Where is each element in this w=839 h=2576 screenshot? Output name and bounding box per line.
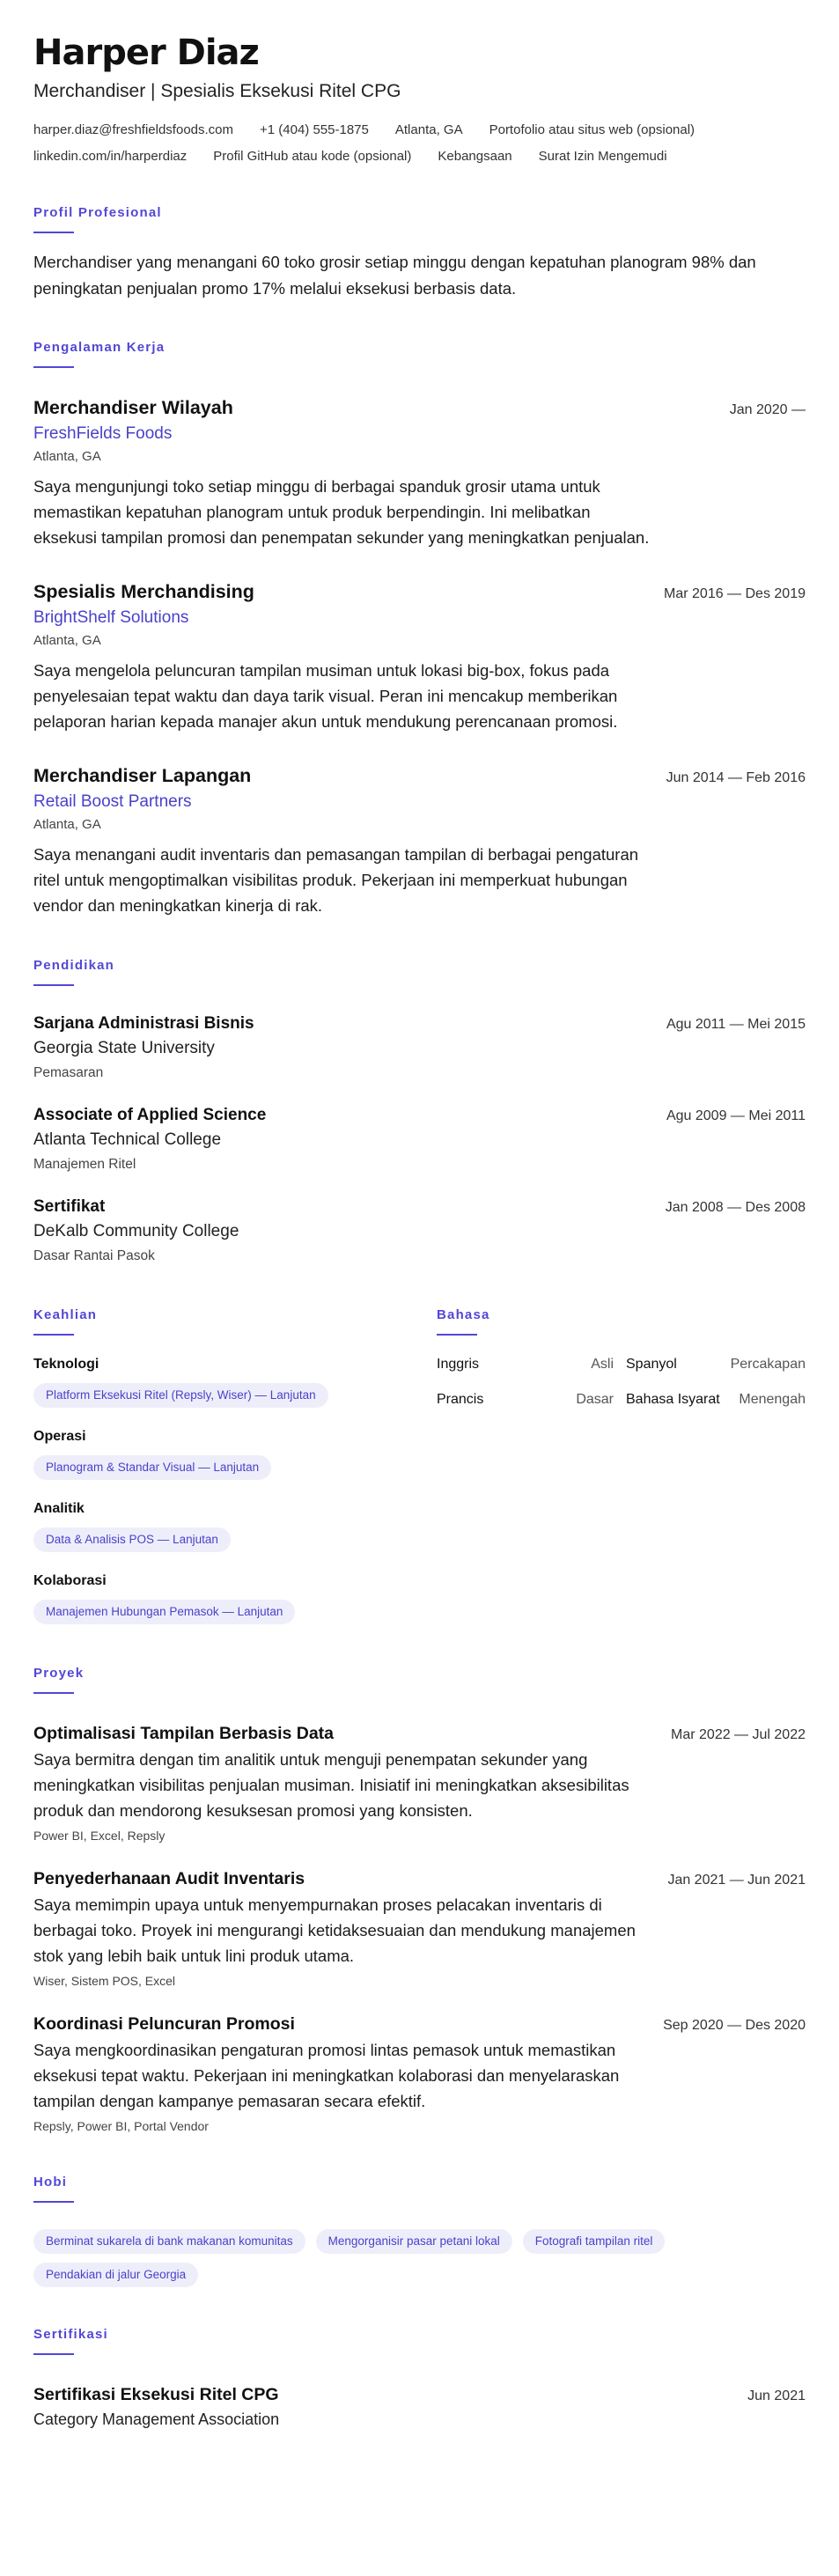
job-title: Merchandiser Wilayah [33,397,233,418]
project-entry [33,1867,806,1990]
language-name: Inggris [437,1357,480,1372]
skill-category: Teknologi [33,1357,99,1372]
project-description: Saya mengkoordinasikan pengaturan promosi lintas pemasok untuk memastikan eksekusi tepat waktu. Pekerjaan ini meningkatkan kolaborasi dan menyelaraskan tampilan dengan kampanye pemasaran secara efektif. [33,2041,620,2110]
certification-issuer: Category Management Association [33,2410,280,2428]
skill-chip: Manajemen Hubungan Pemasok — Lanjutan [33,1600,295,1624]
skill-group [33,1427,437,1480]
job-dates: Jun 2014 — Feb 2016 [666,770,806,785]
education-dates: Agu 2009 — Mei 2011 [666,1108,806,1123]
certifications-section [33,2326,806,2431]
languages-section [437,1306,806,1624]
job-entry [33,394,806,550]
language-name: Bahasa Isyarat [626,1392,720,1407]
experience-section [33,339,806,918]
language-name: Prancis [437,1392,484,1407]
project-tools: Wiser, Sistem POS, Excel [33,1974,176,1988]
certification-entry [33,2383,806,2431]
section-divider [33,984,74,986]
job-description: Saya mengelola peluncuran tampilan musiman untuk lokasi big-box, fokus pada penyelesaian tepat waktu dan daya tarik visual. Peran ini mencakup memberikan pelaporan harian kepada manajer akun untuk mendukung perencanaan promosi. [33,661,618,731]
section-title-summary: Profil Profesional [33,205,162,220]
skills-languages-row [33,1306,806,1624]
skill-group [33,1499,437,1552]
project-entry [33,1722,806,1844]
skill-chip: Data & Analisis POS — Lanjutan [33,1527,231,1552]
summary-section [33,204,806,302]
job-dates: Jan 2020 — [729,402,806,417]
job-title: Spesialis Merchandising [33,581,254,602]
section-divider [437,1334,477,1336]
certification-date: Jun 2021 [747,2388,806,2403]
education-entry [33,1196,806,1266]
project-description: Saya bermitra dengan tim analitik untuk menguji penempatan sekunder yang meningkatkan visibilitas penjualan musiman. Inisiatif ini meningkatkan aksesibilitas produk dan mendorong kesuksesan promosi yang konsisten. [33,1750,629,1820]
project-dates: Mar 2022 — Jul 2022 [671,1727,806,1742]
section-divider [33,366,74,368]
section-title-languages: Bahasa [437,1307,490,1322]
section-divider [33,2353,74,2355]
skill-group [33,1355,437,1408]
job-company: FreshFields Foods [33,424,173,443]
education-field: Pemasaran [33,1065,104,1080]
job-entry [33,578,806,734]
section-divider [33,2201,74,2203]
contact-location: Atlanta, GA [394,122,463,137]
language-level: Menengah [739,1392,806,1407]
skill-category: Operasi [33,1429,86,1444]
education-entry [33,1012,806,1083]
project-tools: Power BI, Excel, Repsly [33,1829,166,1843]
education-school: Atlanta Technical College [33,1130,222,1149]
education-field: Dasar Rantai Pasok [33,1248,155,1263]
hobby-chip: Fotografi tampilan ritel [523,2229,666,2254]
skill-group [33,1571,437,1624]
job-title: Merchandiser Lapangan [33,765,252,786]
projects-section [33,1665,806,2135]
job-dates: Mar 2016 — Des 2019 [664,586,806,601]
education-degree: Associate of Applied Science [33,1106,267,1124]
section-title-projects: Proyek [33,1666,85,1681]
education-dates: Agu 2011 — Mei 2015 [666,1017,806,1032]
certification-title: Sertifikasi Eksekusi Ritel CPG [33,2385,279,2404]
section-title-skills: Keahlian [33,1307,98,1322]
section-divider [33,1692,74,1694]
job-location: Atlanta, GA [33,449,101,464]
project-title: Koordinasi Peluncuran Promosi [33,2014,295,2034]
hobby-chip: Mengorganisir pasar petani lokal [316,2229,512,2254]
education-dates: Jan 2008 — Des 2008 [665,1200,806,1215]
education-entry [33,1104,806,1174]
language-level: Asli [591,1357,614,1372]
education-field: Manajemen Ritel [33,1157,136,1172]
section-title-certifications: Sertifikasi [33,2327,108,2342]
skills-section [33,1306,437,1624]
hobby-list [33,2220,808,2287]
contact-phone[interactable]: +1 (404) 555-1875 [260,122,369,137]
hobby-chip: Pendakian di jalur Georgia [33,2263,198,2287]
candidate-headline: Merchandiser | Spesialis Eksekusi Ritel CPG [33,81,401,101]
project-tools: Repsly, Power BI, Portal Vendor [33,2119,209,2133]
resume-header [33,32,806,166]
contact-email[interactable]: harper.diaz@freshfieldsfoods.com [33,122,234,137]
hobbies-section [33,2174,806,2287]
education-school: Georgia State University [33,1039,215,1057]
project-entry [33,2013,806,2135]
skill-chip: Planogram & Standar Visual — Lanjutan [33,1455,271,1480]
project-dates: Sep 2020 — Des 2020 [663,2018,806,2033]
contact-github[interactable]: Profil GitHub atau kode (opsional) [213,149,412,164]
job-description: Saya menangani audit inventaris dan pemasangan tampilan di berbagai pengaturan ritel untuk mengoptimalkan visibilitas produk. Pekerjaan ini memperkuat hubungan vendor dan meningkatkan kinerja di rak. [33,845,639,915]
project-dates: Jan 2021 — Jun 2021 [667,1873,806,1888]
section-divider [33,1334,74,1336]
section-title-hobbies: Hobi [33,2175,68,2190]
education-school: DeKalb Community College [33,1222,239,1240]
contact-list [33,121,806,166]
hobby-chip: Berminat sukarela di bank makanan komunitas [33,2229,305,2254]
job-location: Atlanta, GA [33,817,101,832]
contact-portfolio[interactable]: Portofolio atau situs web (opsional) [489,122,695,137]
job-description: Saya mengunjungi toko setiap minggu di berbagai spanduk grosir utama untuk memastikan kepatuhan planogram untuk produk berpendingin. Ini melibatkan eksekusi tampilan promosi dan penempatan sekunder yang meningkatkan penjualan. [33,477,650,547]
section-title-education: Pendidikan [33,958,115,973]
project-title: Optimalisasi Tampilan Berbasis Data [33,1724,335,1743]
skill-category: Kolaborasi [33,1573,107,1588]
job-entry [33,762,806,918]
job-company: BrightShelf Solutions [33,608,189,627]
project-title: Penyederhanaan Audit Inventaris [33,1869,305,1888]
skill-category: Analitik [33,1501,85,1516]
skill-chip: Platform Eksekusi Ritel (Repsly, Wiser) — Lanjutan [33,1383,328,1408]
candidate-name: Harper Diaz [33,33,259,73]
education-section [33,957,806,1266]
job-location: Atlanta, GA [33,633,101,648]
job-company: Retail Boost Partners [33,792,192,811]
education-degree: Sertifikat [33,1197,106,1216]
language-list [437,1355,806,1409]
summary-text: Merchandiser yang menangani 60 toko grosir setiap minggu dengan kepatuhan planogram 98% dan peningkatan penjualan promo 17% melalui eksekusi berbasis data. [33,253,756,298]
language-level: Dasar [576,1392,614,1407]
language-name: Spanyol [626,1357,677,1372]
section-title-experience: Pengalaman Kerja [33,340,166,355]
contact-nationality: Kebangsaan [438,149,512,164]
language-level: Percakapan [730,1357,806,1372]
contact-driving-license: Surat Izin Mengemudi [538,149,667,164]
education-degree: Sarjana Administrasi Bisnis [33,1014,254,1033]
section-divider [33,232,74,233]
project-description: Saya memimpin upaya untuk menyempurnakan proses pelacakan inventaris di berbagai toko. Proyek ini mengurangi ketidaksesuaian dan mendukung manajemen stok yang lebih baik untuk lini produk utama. [33,1895,636,1965]
contact-linkedin[interactable]: linkedin.com/in/harperdiaz [33,149,188,164]
